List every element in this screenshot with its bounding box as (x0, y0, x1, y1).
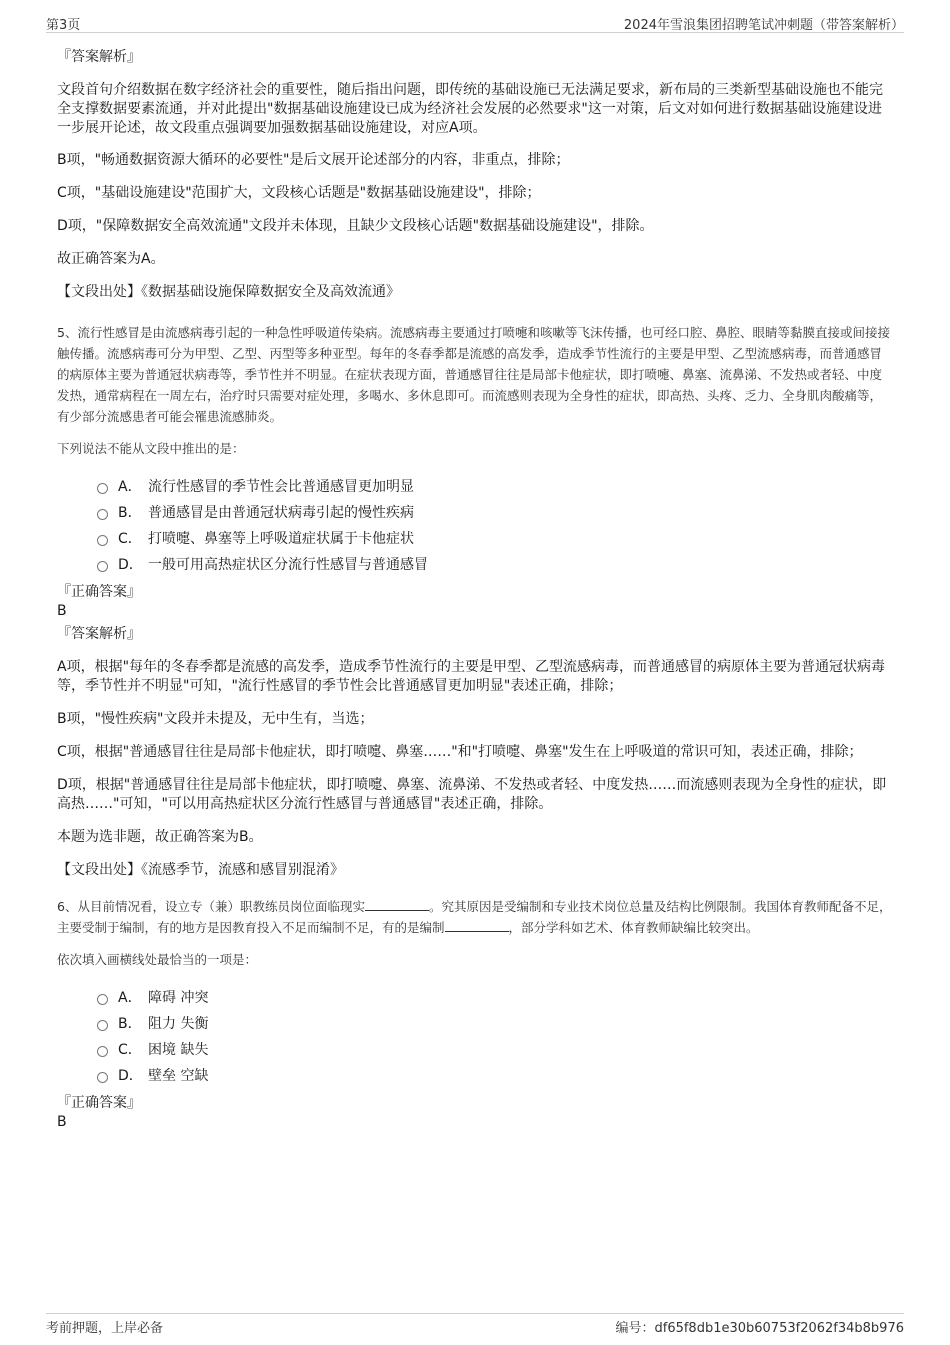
q6-option-c[interactable] (97, 1036, 893, 1062)
option-text: 普通感冒是由普通冠状病毒引起的慢性疾病 (148, 505, 414, 521)
radio-icon[interactable] (97, 1046, 108, 1057)
q6-option-d[interactable] (97, 1062, 893, 1088)
q5-question: 下列说法不能从文段中推出的是： (57, 441, 245, 456)
q6-answer-label: 『正确答案』 (57, 1095, 141, 1111)
option-letter: D． (118, 557, 143, 573)
q5-option-b[interactable] (97, 499, 893, 525)
option-letter: B． (118, 505, 142, 521)
q5-option-a[interactable] (97, 473, 893, 499)
document-id: 编号：df65f8db1e30b60753f2062f34b8b976 (615, 1321, 904, 1336)
option-text: 困境 缺失 (148, 1042, 209, 1058)
radio-icon[interactable] (97, 483, 108, 494)
q4-conclusion: 故正确答案为A。 (57, 251, 165, 267)
q6-stem-part2: 。究其原因是受编制和专业技术岗位总量及结构比例限制。我国体育教师配备不足，主要受制于编制，有的地方是因教育投入不足而编制不足，有的是编制 (57, 899, 892, 935)
q4-source: 【文段出处】《数据基础设施保障数据安全及高效流通》 (57, 284, 400, 300)
q6-stem-part1: 6、从目前情况看，设立专（兼）职教练员岗位面临现实 (57, 899, 365, 914)
q5-analysis-label: 『答案解析』 (57, 626, 141, 642)
q5-option-c[interactable] (97, 525, 893, 551)
document-title: 2024年雪浪集团招聘笔试冲刺题（带答案解析） (623, 18, 904, 33)
footer-slogan: 考前押题，上岸必备 (46, 1321, 164, 1336)
fill-blank-2 (445, 919, 509, 932)
q5-stem: 5、流行性感冒是由流感病毒引起的一种急性呼吸道传染病。流感病毒主要通过打喷嚏和咳嗽等飞沫传播，也可经口腔、鼻腔、眼睛等黏膜直接或间接接触传播。流感病毒可分为甲型、乙型、丙型等多种亚型。每年的冬春季都是流感的高发季，造成季节性流行的主要是甲型、乙型流感病毒，而普通感冒的病原体主要为普通冠状病毒等，季节性并不明显。在症状表现方面，普通感冒往往是局部卡他症状，即打喷嚏、鼻塞、流鼻涕、不发热或者轻、中度发热，通常病程在一周左右，治疗时只需要对症处理，多喝水、多休息即可。而流感则表现为全身性的症状，即高热、头疼、乏力、全身肌肉酸痛等，有少部分流感患者可能会罹患流感肺炎。 (57, 325, 890, 424)
q5-option-d[interactable] (97, 551, 893, 577)
page-number: 第3页 (46, 18, 81, 33)
radio-icon[interactable] (97, 994, 108, 1005)
q6-stem (57, 896, 893, 938)
q5-analysis-d: D项，根据"普通感冒往往是局部卡他症状，即打喷嚏、鼻塞、流鼻涕、不发热或者轻、中度发热……而流感则表现为全身性的症状，即高热……"可知，"可以用高热症状区分流行性感冒与普通感冒"表述正确，排除。 (57, 777, 887, 812)
option-text: 阻力 失衡 (148, 1016, 209, 1032)
option-text: 打喷嚏、鼻塞等上呼吸道症状属于卡他症状 (148, 531, 414, 547)
q5-source: 【文段出处】《流感季节，流感和感冒别混淆》 (57, 862, 344, 878)
q6-answer: B (57, 1114, 67, 1130)
q4-analysis-intro: 文段首句介绍数据在数字经济社会的重要性，随后指出问题，即传统的基础设施已无法满足要求，新布局的三类新型基础设施也不能完全支撑数据要素流通，并对此提出"数据基础设施建设已成为经济社会发展的必然要求"这一对策，后文对如何进行数据基础设施建设进一步展开论述，故文段重点强调要加强数据基础设施建设，对应A项。 (57, 82, 883, 136)
page-header (46, 12, 904, 33)
q6-option-b[interactable] (97, 1010, 893, 1036)
radio-icon[interactable] (97, 561, 108, 572)
radio-icon[interactable] (97, 509, 108, 520)
radio-icon[interactable] (97, 1020, 108, 1031)
option-text: 一般可用高热症状区分流行性感冒与普通感冒 (148, 557, 428, 573)
q6-option-a[interactable] (97, 984, 893, 1010)
option-text: 壁垒 空缺 (148, 1068, 209, 1084)
radio-icon[interactable] (97, 1072, 108, 1083)
fill-blank-1 (365, 898, 429, 911)
q5-conclusion: 本题为选非题，故正确答案为B。 (57, 829, 263, 845)
radio-icon[interactable] (97, 535, 108, 546)
option-letter: C． (118, 1042, 142, 1058)
option-letter: B． (118, 1016, 142, 1032)
q5-options (97, 473, 893, 577)
q4-analysis-d: D项，"保障数据安全高效流通"文段并未体现，且缺少文段核心话题"数据基础设施建设"，排除。 (57, 218, 654, 234)
page-footer (46, 1313, 904, 1336)
q4-analysis-c: C项，"基础设施建设"范围扩大，文段核心话题是"数据基础设施建设"，排除； (57, 185, 541, 201)
option-letter: D． (118, 1068, 143, 1084)
option-text: 障碍 冲突 (148, 990, 209, 1006)
q5-analysis-c: C项，根据"普通感冒往往是局部卡他症状，即打喷嚏、鼻塞……"和"打喷嚏、鼻塞"发生在上呼吸道的常识可知，表述正确，排除； (57, 744, 863, 760)
option-text: 流行性感冒的季节性会比普通感冒更加明显 (148, 479, 414, 495)
q5-answer-label: 『正确答案』 (57, 584, 141, 600)
q4-analysis-label: 『答案解析』 (57, 49, 141, 65)
q6-stem-part3: ，部分学科如艺术、体育教师缺编比较突出。 (508, 920, 759, 935)
q5-analysis-b: B项，"慢性疾病"文段并未提及，无中生有，当选； (57, 711, 374, 727)
option-letter: A． (118, 990, 142, 1006)
q6-options (97, 984, 893, 1088)
option-letter: C． (118, 531, 142, 547)
q6-question: 依次填入画横线处最恰当的一项是： (57, 952, 258, 967)
option-letter: A． (118, 479, 142, 495)
q5-answer: B (57, 603, 67, 619)
page-content (57, 46, 893, 1132)
q5-analysis-a: A项，根据"每年的冬春季都是流感的高发季，造成季节性流行的主要是甲型、乙型流感病毒，而普通感冒的病原体主要为普通冠状病毒等，季节性并不明显"可知，"流行性感冒的季节性会比普通感冒更加明显"表述正确，排除； (57, 659, 886, 694)
q4-analysis-b: B项，"畅通数据资源大循环的必要性"是后文展开论述部分的内容，非重点，排除； (57, 152, 570, 168)
